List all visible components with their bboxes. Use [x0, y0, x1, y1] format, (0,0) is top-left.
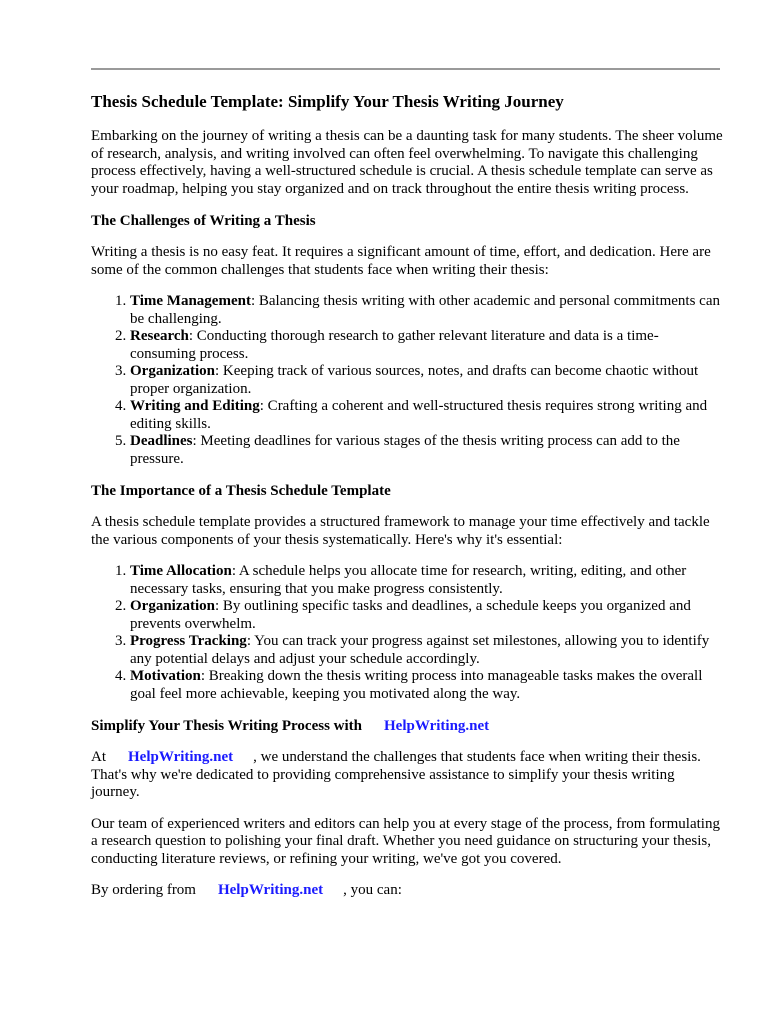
intro-paragraph: Embarking on the journey of writing a thesis can be a daunting task for many students. The sheer volume of research, analysis, and writing involved can often feel overwhelming. To navigate this challenging process effectively, having a well-structured schedule is crucial. A thesis schedule template can serve as your roadmap, helping you stay organized and on track throughout the entire thesis writing process.	[91, 128, 723, 197]
paragraph-lead: At	[91, 749, 106, 765]
list-item-text: : Meeting deadlines for various stages of the thesis writing process can add to the pressure.	[130, 433, 680, 467]
helpwriting-link[interactable]: HelpWriting.net	[128, 749, 234, 765]
list-item	[130, 328, 723, 363]
paragraph-rest: , we understand the challenges that students face when writing their thesis. That's why we're dedicated to providing comprehensive assistance to simplify your thesis writing journey.	[91, 749, 701, 800]
list-item	[130, 668, 723, 703]
list-item-text: : You can track your progress against set milestones, allowing you to identify any potential delays and adjust your schedule accordingly.	[130, 633, 710, 667]
simplify-paragraph-2: Our team of experienced writers and editors can help you at every stage of the process, from formulating a research question to polishing your final draft. Whether you need guidance on structuring your thesis, conducting literature reviews, or refining your writing, we've got you covered.	[91, 815, 720, 867]
list-item	[130, 633, 723, 668]
simplify-heading-text: Simplify Your Thesis Writing Process with	[91, 718, 363, 734]
challenges-heading: The Challenges of Writing a Thesis	[91, 213, 316, 229]
list-item	[130, 598, 723, 633]
list-item-term: Motivation	[130, 668, 201, 684]
list-item	[130, 433, 723, 468]
importance-list	[91, 563, 723, 703]
list-item-text: : Breaking down the thesis writing process into manageable tasks makes the overall goal feel more achievable, keeping you motivated along the way.	[130, 668, 703, 702]
list-item	[130, 398, 723, 433]
list-item-term: Deadlines	[130, 433, 193, 449]
list-item	[130, 563, 723, 598]
simplify-paragraph-3	[91, 882, 723, 900]
list-item-term: Organization	[130, 598, 215, 614]
list-item-text: : Crafting a coherent and well-structured thesis requires strong writing and editing skills.	[130, 398, 708, 432]
list-item-text: : Conducting thorough research to gather relevant literature and data is a time-consuming process.	[130, 328, 659, 362]
simplify-paragraph-1	[91, 749, 723, 802]
helpwriting-link[interactable]: HelpWriting.net	[384, 718, 490, 734]
importance-intro: A thesis schedule template provides a structured framework to manage your time effectively and tackle the various components of your thesis systematically. Here's why it's essential:	[91, 514, 710, 548]
list-item-text: : Keeping track of various sources, notes, and drafts can become chaotic without proper organization.	[130, 363, 699, 397]
list-item-term: Research	[130, 328, 189, 344]
list-item-term: Writing and Editing	[130, 398, 260, 414]
list-item-term: Time Management	[130, 293, 251, 309]
document-body	[91, 92, 723, 914]
list-item-term: Time Allocation	[130, 563, 232, 579]
top-divider	[91, 68, 720, 70]
helpwriting-link[interactable]: HelpWriting.net	[217, 882, 324, 898]
importance-heading: The Importance of a Thesis Schedule Template	[91, 483, 391, 499]
challenges-list	[91, 293, 723, 468]
page-title: Thesis Schedule Template: Simplify Your Thesis Writing Journey	[91, 92, 564, 111]
list-item-term: Progress Tracking	[130, 633, 247, 649]
list-item-term: Organization	[130, 363, 215, 379]
list-item-text: : By outlining specific tasks and deadlines, a schedule keeps you organized and prevents overwhelm.	[130, 598, 691, 632]
paragraph-lead: By ordering from	[91, 882, 196, 898]
list-item	[130, 293, 723, 328]
paragraph-rest: , you can:	[343, 882, 402, 898]
list-item	[130, 363, 723, 398]
list-item-text: : Balancing thesis writing with other academic and personal commitments can be challenging.	[130, 293, 720, 327]
simplify-heading	[91, 717, 723, 735]
challenges-intro: Writing a thesis is no easy feat. It requires a significant amount of time, effort, and dedication. Here are some of the common challenges that students face when writing their thesis:	[91, 244, 711, 278]
list-item-text: : A schedule helps you allocate time for research, writing, editing, and other necessary tasks, ensuring that you make progress consistently.	[130, 563, 687, 597]
